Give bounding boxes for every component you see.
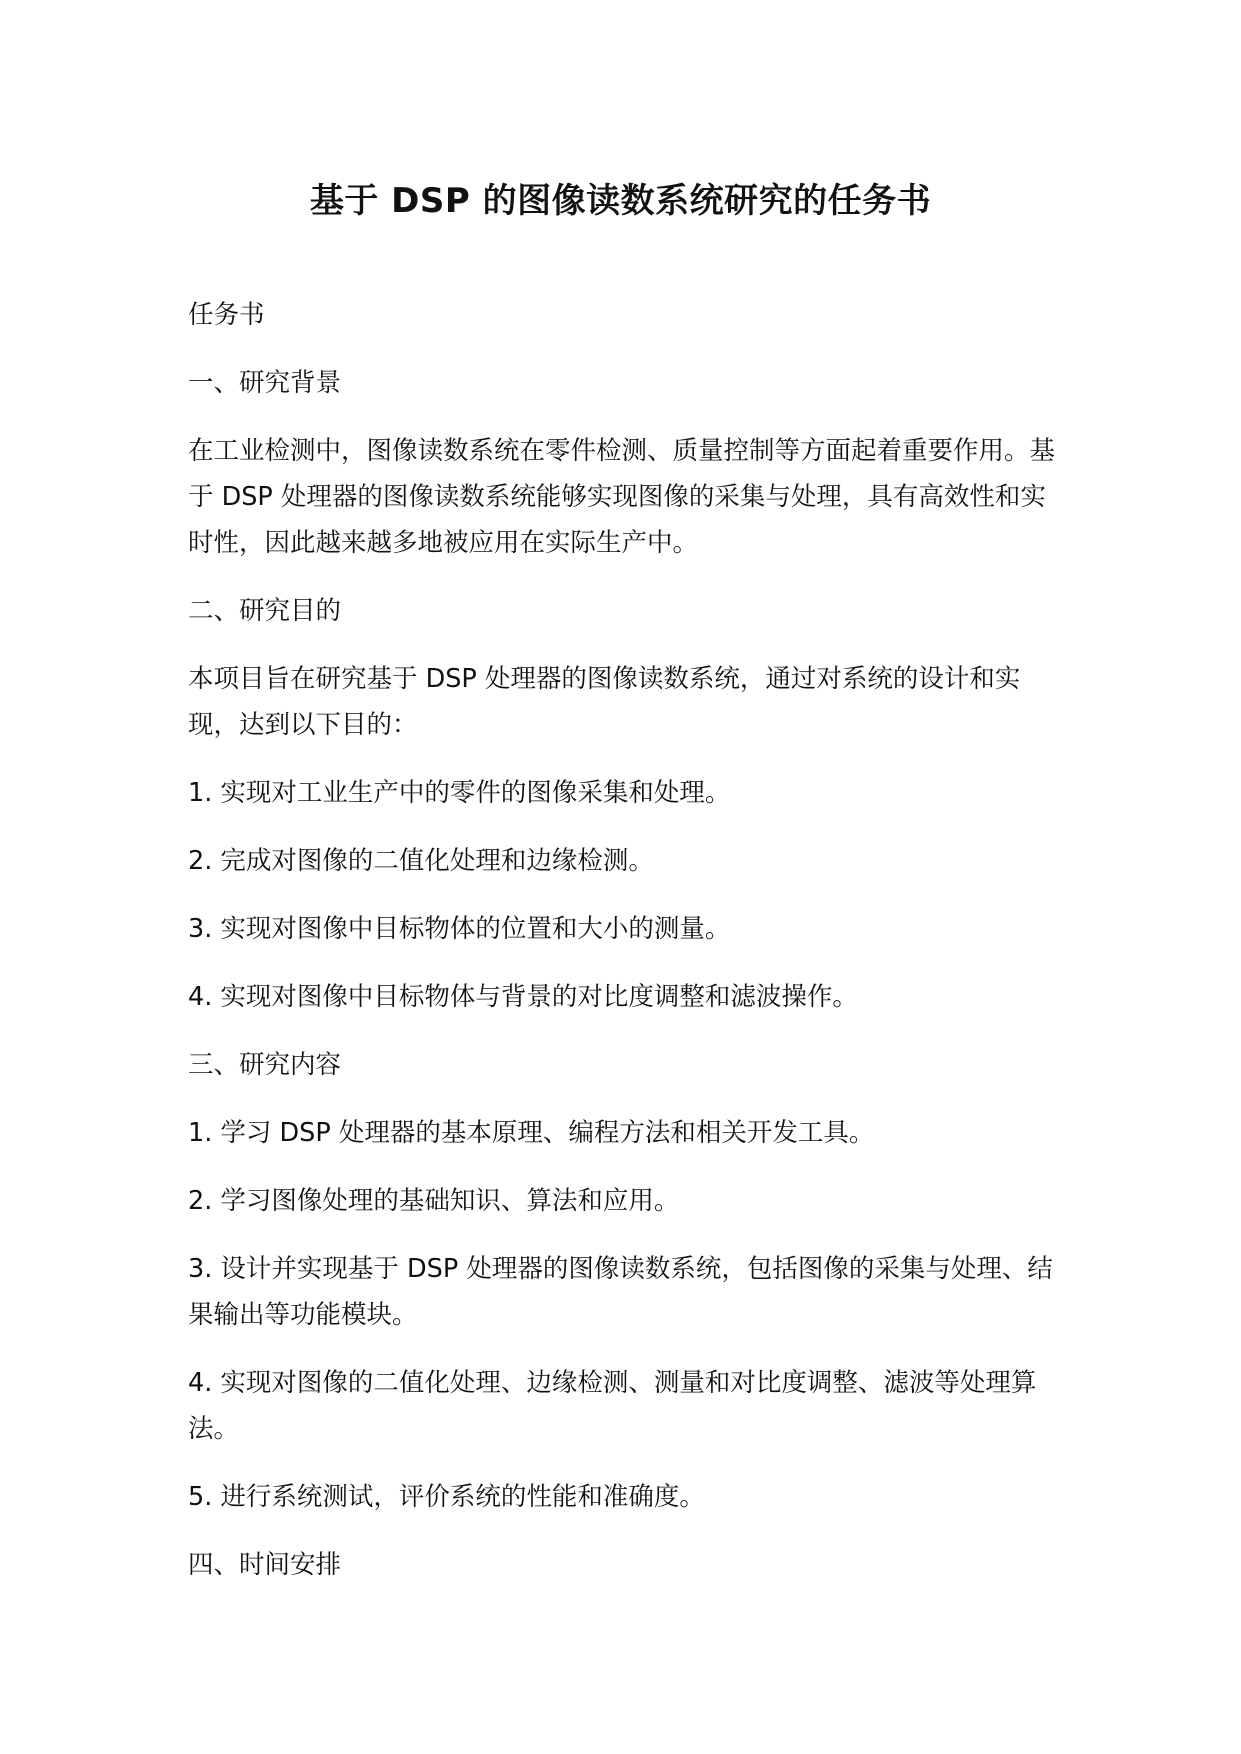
list-item: 1. 实现对工业生产中的零件的图像采集和处理。 xyxy=(188,778,731,808)
list-item: 1. 学习 DSP 处理器的基本原理、编程方法和相关开发工具。 xyxy=(188,1118,875,1148)
list-item: 3. 设计并实现基于 DSP 处理器的图像读数系统，包括图像的采集与处理、结果输出等功能模块。 xyxy=(188,1254,1053,1330)
section-heading: 二、研究目的 xyxy=(188,596,342,626)
paragraph: 本项目旨在研究基于 DSP 处理器的图像读数系统，通过对系统的设计和实现，达到以下目的： xyxy=(188,664,1021,740)
section-heading: 四、时间安排 xyxy=(188,1550,342,1580)
paragraph-label: 任务书 xyxy=(188,300,265,330)
paragraph: 在工业检测中，图像读数系统在零件检测、质量控制等方面起着重要作用。基于 DSP 处理器的图像读数系统能够实现图像的采集与处理，具有高效性和实时性，因此越来越多地被应用在实际生产中。 xyxy=(188,436,1056,558)
list-item: 3. 实现对图像中目标物体的位置和大小的测量。 xyxy=(188,914,731,944)
list-item: 5. 进行系统测试，评价系统的性能和准确度。 xyxy=(188,1482,705,1512)
list-item: 4. 实现对图像的二值化处理、边缘检测、测量和对比度调整、滤波等处理算法。 xyxy=(188,1368,1037,1444)
section-heading: 三、研究内容 xyxy=(188,1050,342,1080)
list-item: 2. 完成对图像的二值化处理和边缘检测。 xyxy=(188,846,654,876)
document-title: 基于 DSP 的图像读数系统研究的任务书 xyxy=(309,181,932,221)
document-body xyxy=(188,292,1068,1610)
section-heading: 一、研究背景 xyxy=(188,368,342,398)
list-item: 4. 实现对图像中目标物体与背景的对比度调整和滤波操作。 xyxy=(188,982,858,1012)
list-item: 2. 学习图像处理的基础知识、算法和应用。 xyxy=(188,1186,680,1216)
